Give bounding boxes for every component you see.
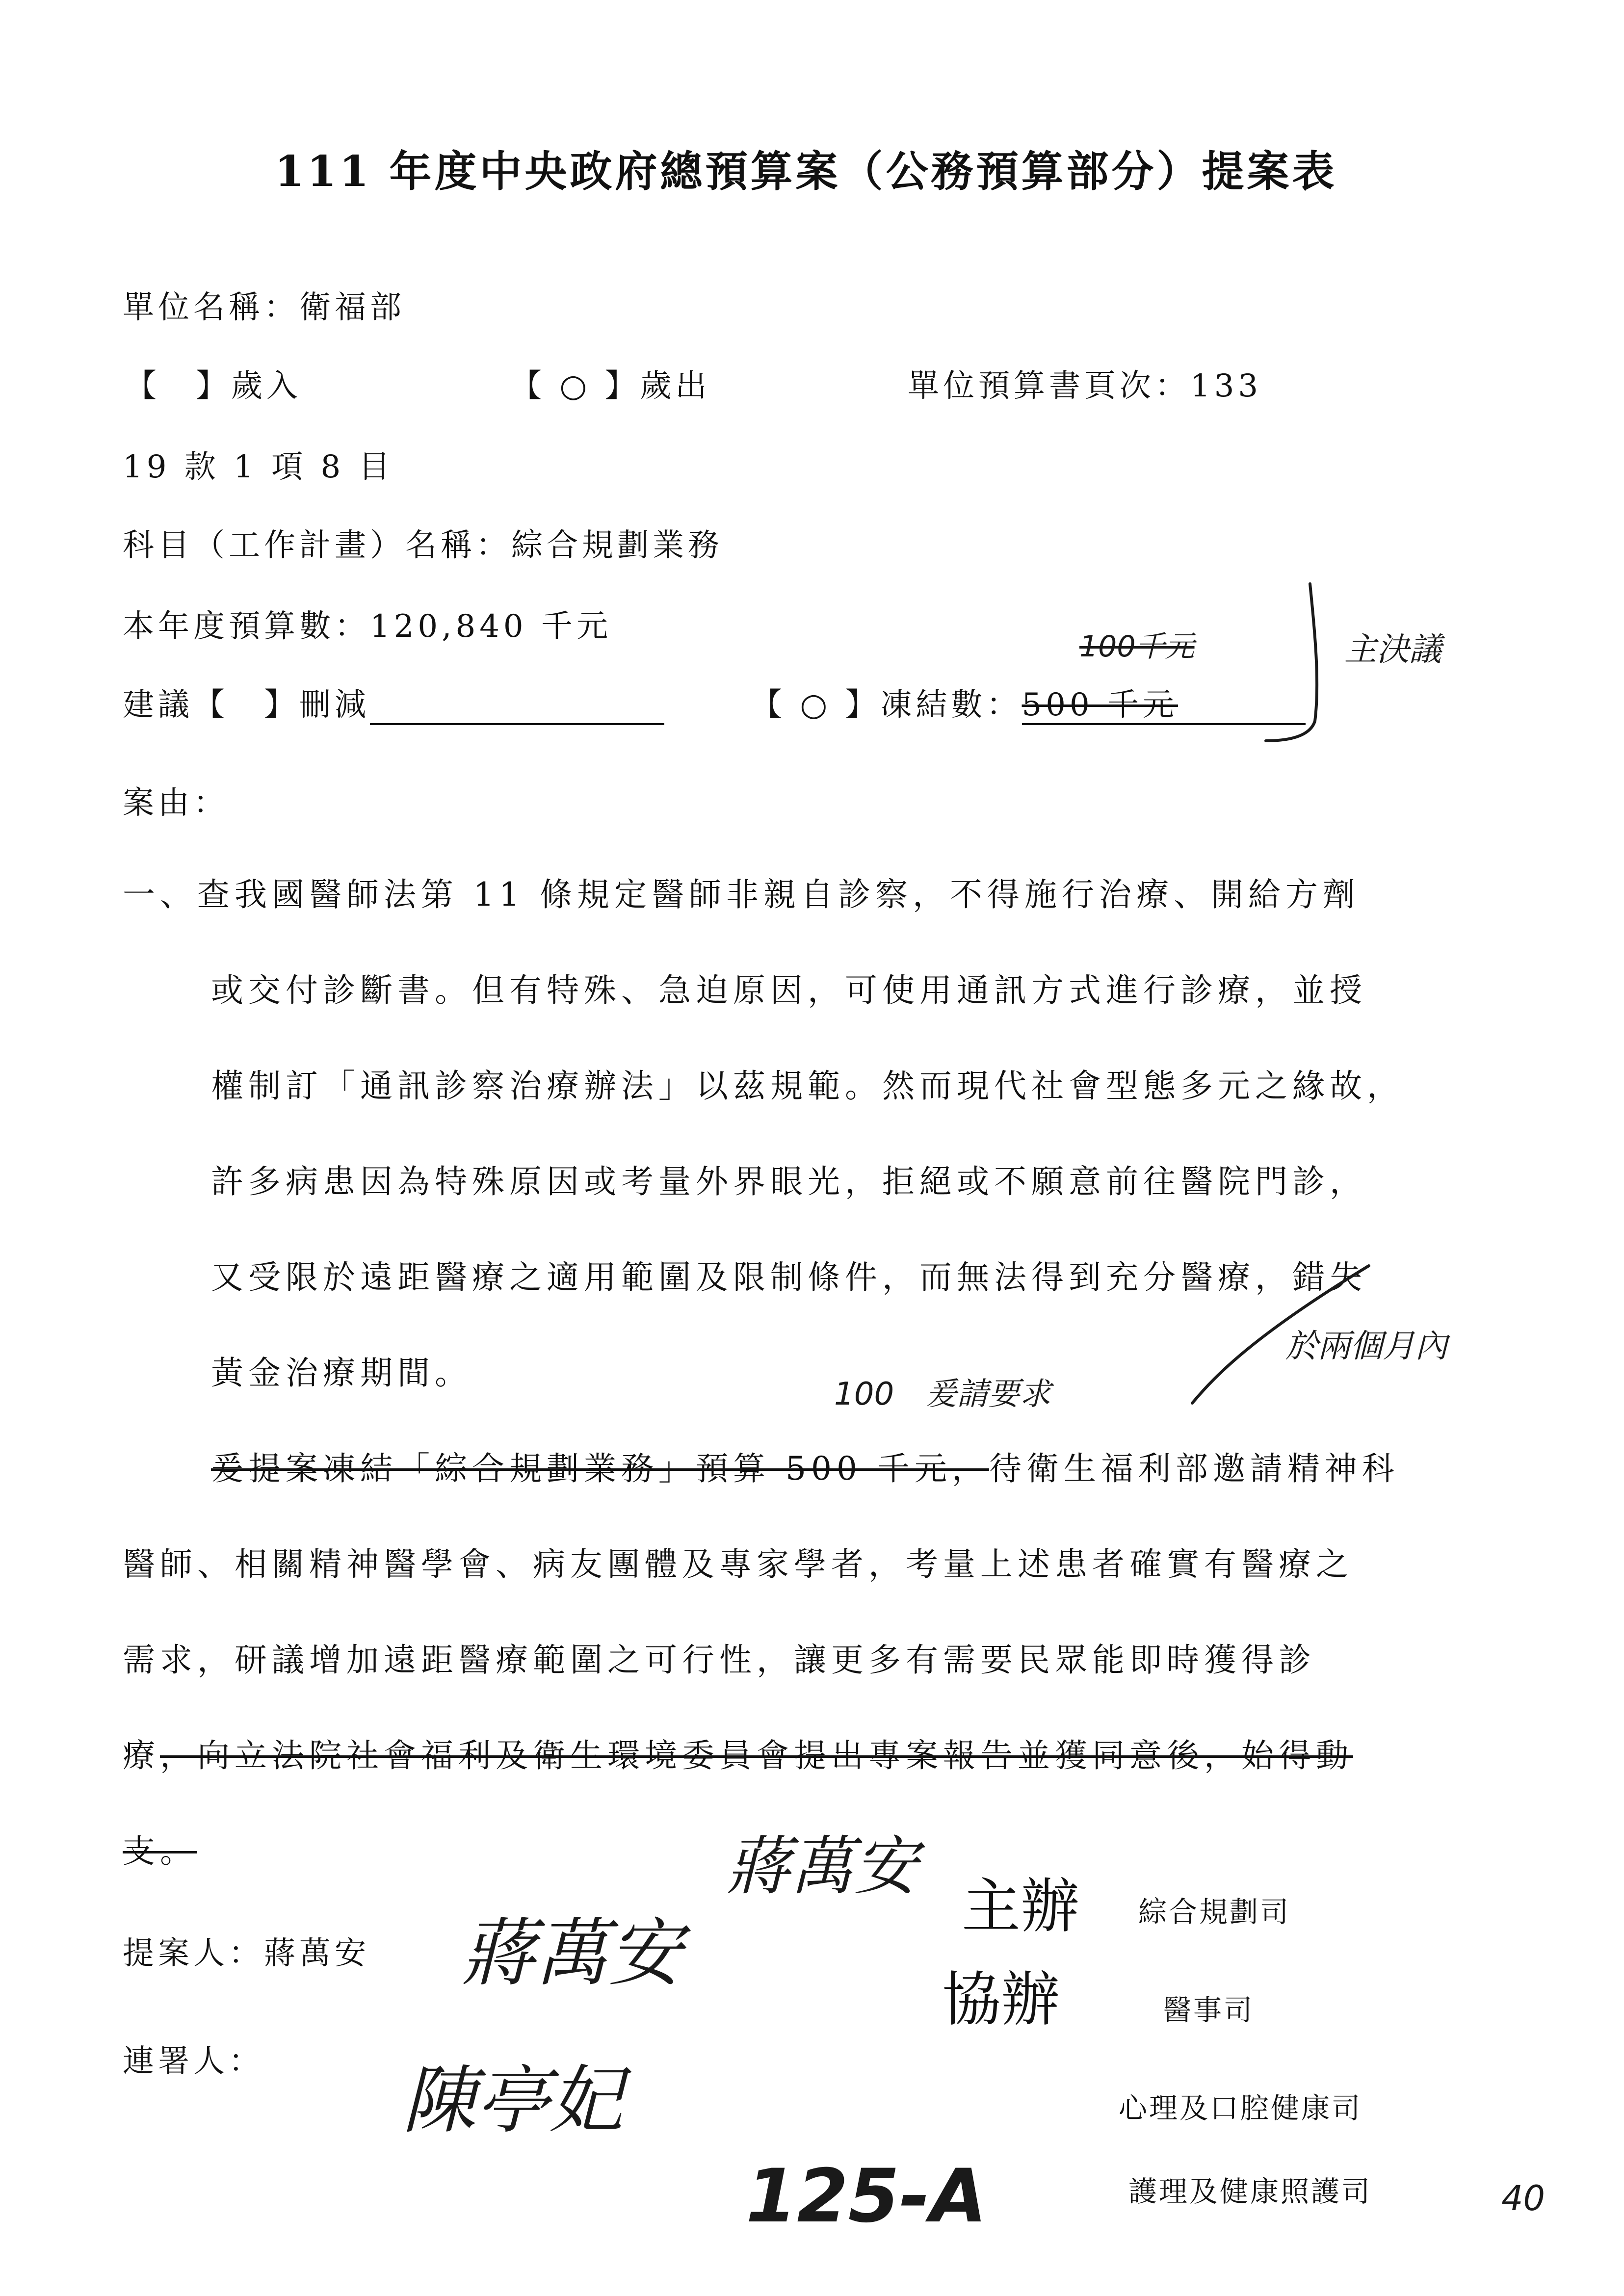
cosigner-label: 連署人： [123, 2043, 264, 2080]
freeze-line [751, 679, 1306, 725]
lead-org: 綜合規劃司 [1138, 1895, 1291, 1929]
cosigner2-signature: 陳亭妃 [402, 2058, 624, 2143]
suggest-delete: 建議【 】刪減 [123, 687, 370, 723]
assist-org-1: 醫事司 [1163, 1993, 1255, 2027]
assist-org-3: 護理及健康照護司 [1128, 2175, 1372, 2208]
reason-line-6: 黃金治療期間。 [211, 1354, 472, 1392]
page-mark: 40 [1501, 2178, 1545, 2218]
reason-p2-line-2: 醫師、相關精神醫學會、病友團體及專家學者，考量上述患者確實有醫療之 [123, 1545, 1353, 1583]
cosigner-signature: 蔣萬安 [726, 1829, 918, 1904]
revenue-checkbox: 【 】歲入 [125, 368, 302, 404]
assist-org-2: 心理及口腔健康司 [1119, 2091, 1362, 2125]
proposer-signature: 蔣萬安 [461, 1911, 682, 1996]
reason-line-2: 或交付診斷書。但有特殊、急迫原因，可使用通訊方式進行診療，並授 [211, 971, 1367, 1009]
reason-line-4: 許多病患因為特殊原因或考量外界眼光，拒絕或不願意前往醫院門診， [211, 1163, 1367, 1200]
annual-budget: 本年度預算數：120,840 千元 [123, 608, 612, 645]
case-number: 125-A [746, 2154, 987, 2239]
reason-p2-continue: 待衛生福利部邀請精神科 [989, 1450, 1399, 1487]
reason-line-5: 又受限於遠距醫療之適用範圍及限制條件，而無法得到充分醫療，錯失 [211, 1258, 1367, 1296]
struck-report-text: ，向立法院社會福利及衛生環境委員會提出專案報告並獲同意後，始得動 [160, 1737, 1353, 1774]
subject-name: 科目（工作計畫）名稱：綜合規劃業務 [123, 527, 723, 564]
handwritten-period-note: 於兩個月內 [1285, 1327, 1447, 1365]
reason-line-1: 一、查我國醫師法第 11 條規定醫師非親自診察，不得施行治療、開給方劑 [123, 876, 1360, 913]
lead-label: 主辦 [962, 1873, 1079, 1941]
struck-tail-text: 支。 [123, 1832, 197, 1870]
budget-item: 19 款 1 項 8 目 [123, 449, 394, 485]
handwritten-amount-note: 100千元 [1079, 629, 1195, 664]
budget-page-ref: 單位預算書頁次：133 [908, 368, 1262, 404]
proposer: 提案人：蔣萬安 [123, 1935, 370, 1972]
unit-name: 單位名稱：衛福部 [123, 289, 405, 326]
reason-p2-line-4 [123, 1729, 1353, 1776]
handwritten-resolution: 主決議 [1344, 630, 1441, 668]
delete-amount-blank [370, 687, 664, 725]
reason-p2-line-3: 需求，研議增加遠距醫療範圍之可行性，讓更多有需要民眾能即時獲得診 [123, 1641, 1316, 1679]
freeze-amount: 500 千元 [1022, 687, 1306, 725]
reason-p2-last-start: 療 [123, 1737, 160, 1774]
assist-label: 協辦 [942, 1966, 1060, 2034]
reason-heading: 案由： [123, 785, 229, 821]
reason-line-3: 權制訂「通訊診察治療辦法」以茲規範。然而現代社會型態多元之緣故， [211, 1067, 1404, 1105]
suggestion-line [123, 679, 664, 725]
expense-checkbox: 【 ○ 】歲出 [510, 368, 711, 404]
freeze-label: 【 ○ 】凍結數： [751, 687, 1022, 723]
struck-freeze-text: 爰提案凍結「綜合規劃業務」預算 500 千元， [211, 1450, 989, 1487]
handwritten-request-note: 100 爰請要求 [834, 1376, 1051, 1412]
handwritten-bracket [1256, 574, 1335, 751]
reason-p2-line-1 [211, 1442, 1399, 1489]
page-title: 111 年度中央政府總預算案（公務預算部分）提案表 [275, 147, 1337, 196]
